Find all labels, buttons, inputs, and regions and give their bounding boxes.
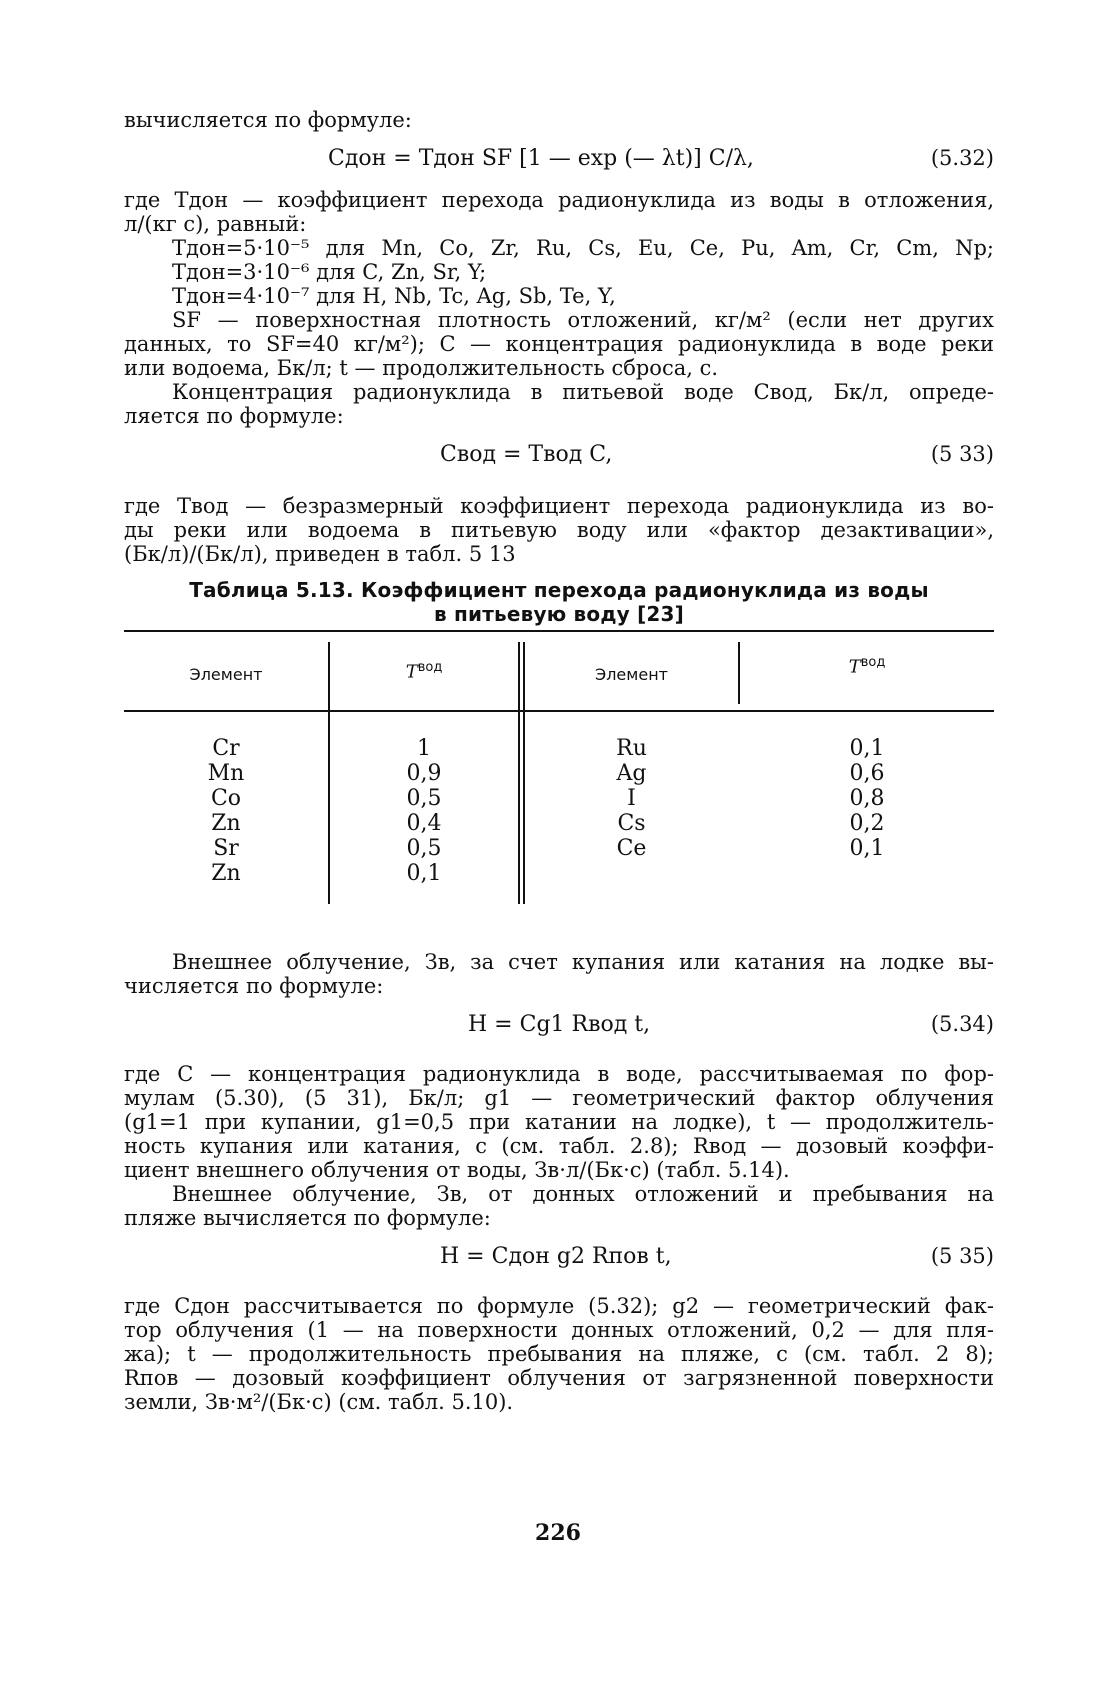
table-cell: 0,5: [406, 786, 442, 811]
table-cell: Zn: [211, 861, 241, 886]
text-line: жа); t — продолжительность пребывания на пляже, с (см. табл. 2 8);: [124, 1342, 994, 1366]
table-column-values-left: [330, 736, 518, 886]
text-line: Tдон=3·10⁻⁶ для C, Zn, Sr, Y;: [172, 260, 487, 284]
text-line: (Бк/л)/(Бк/л), приведен в табл. 5 13: [124, 542, 516, 566]
text-line: где Tдон — коэффициент перехода радионуклида из воды в отложения,: [124, 188, 994, 212]
table-caption: в питьевую воду [23]: [433, 602, 684, 626]
table-cell: 0,2: [849, 811, 885, 836]
text-line: тор облучения (1 — на поверхности донных отложений, 0,2 — для пля-: [124, 1318, 994, 1342]
equation-5-34: H = Cg1 Rвод t,: [468, 1012, 651, 1037]
table-header-rule: [124, 710, 994, 712]
text-line: Tдон=4·10⁻⁷ для H, Nb, Tc, Ag, Sb, Te, Y,: [172, 284, 616, 308]
table-caption: Таблица 5.13. Коэффициент перехода радионуклида из воды: [189, 578, 929, 602]
text-line: ность купания или катания, с (см. табл. 2.8); Rвод — дозовый коэффи-: [124, 1134, 994, 1158]
text-line: числяется по формуле:: [124, 974, 384, 998]
equation-5-32: Cдон = Tдон SF [1 — exp (— λt)] C/λ,: [328, 146, 754, 171]
table-column-elements-right: [525, 736, 738, 861]
header-superscript: вод: [417, 660, 443, 675]
text-line: л/(кг с), равный:: [124, 212, 307, 236]
text-line: (g1=1 при купании, g1=0,5 при катании на лодке), t — продолжитель-: [124, 1110, 994, 1134]
table-cell: Ce: [616, 836, 647, 861]
table-top-rule: [124, 630, 994, 632]
table-column-values-right: [740, 736, 994, 861]
header-superscript: вод: [860, 655, 886, 670]
text-line: Rпов — дозовый коэффициент облучения от загрязненной поверхности: [124, 1366, 994, 1390]
table-cell: 0,8: [849, 786, 885, 811]
equation-number: (5 35): [930, 1244, 994, 1268]
table-cell: Ag: [616, 761, 647, 786]
text-line: мулам (5.30), (5 31), Бк/л; g1 — геометрический фактор облучения: [124, 1086, 994, 1110]
text-line: где Cдон рассчитывается по формуле (5.32); g2 — геометрический фак-: [124, 1294, 994, 1318]
text-line: Внешнее облучение, Зв, от донных отложений и пребывания на: [172, 1182, 994, 1206]
table-cell: Ru: [616, 736, 647, 761]
table-header-element: Элемент: [189, 665, 263, 684]
text-line: пляже вычисляется по формуле:: [124, 1206, 491, 1230]
equation-number: (5 33): [930, 442, 994, 466]
text-line: Внешнее облучение, Зв, за счет купания или катания на лодке вы-: [172, 950, 994, 974]
table-cell: 0,6: [849, 761, 885, 786]
table-column-elements-left: [124, 736, 328, 886]
table-cell: 0,9: [406, 761, 442, 786]
table-cell: Zn: [211, 811, 241, 836]
text-line: где C — концентрация радионуклида в воде, рассчитываемая по фор-: [124, 1062, 994, 1086]
text-line: данных, то SF=40 кг/м²); C — концентрация радионуклида в воде реки: [124, 332, 994, 356]
table-header-element: Элемент: [595, 665, 668, 684]
text-line: ды реки или водоема в питьевую воду или «фактор дезактивации»,: [124, 518, 994, 542]
text-line: где Tвод — безразмерный коэффициент перехода радионуклида из во-: [124, 494, 994, 518]
table-cell: Mn: [207, 761, 245, 786]
table-cell: 0,1: [849, 736, 885, 761]
text-line: Концентрация радионуклида в питьевой воде Cвод, Бк/л, опреде-: [172, 380, 994, 404]
text-line: ляется по формуле:: [124, 404, 344, 428]
text-line: вычисляется по формуле:: [124, 108, 412, 132]
table-cell: Co: [210, 786, 242, 811]
table-cell: 0,4: [406, 811, 442, 836]
table-header-tvod: $T^{вод}$: [405, 660, 443, 683]
table-cell: 0,1: [849, 836, 885, 861]
table-cell: Sr: [213, 836, 239, 861]
table-divider: [518, 642, 520, 904]
table-header-tvod: $T^{вод}$: [848, 655, 886, 678]
page-number: 226: [535, 1520, 581, 1546]
equation-number: (5.34): [930, 1012, 994, 1036]
table-cell: Cs: [617, 811, 646, 836]
text-line: циент внешнего облучения от воды, Зв·л/(Бк·с) (табл. 5.14).: [124, 1158, 790, 1182]
equation-5-33: Cвод = Tвод C,: [440, 442, 613, 467]
table-cell: I: [627, 786, 636, 811]
equation-number: (5.32): [930, 146, 994, 170]
text-line: или водоема, Бк/л; t — продолжительность сброса, с.: [124, 356, 719, 380]
equation-5-35: H = Cдон g2 Rпов t,: [440, 1244, 672, 1269]
text-line: земли, Зв·м²/(Бк·с) (см. табл. 5.10).: [124, 1390, 514, 1414]
table-cell: Cr: [212, 736, 240, 761]
table-cell: 1: [417, 736, 431, 761]
table-cell: 0,1: [406, 861, 442, 886]
text-line: SF — поверхностная плотность отложений, кг/м² (если нет других: [172, 308, 994, 332]
table-cell: 0,5: [406, 836, 442, 861]
text-line: Tдон=5·10⁻⁵ для Mn, Co, Zr, Ru, Cs, Eu, Ce, Pu, Am, Cr, Cm, Np;: [172, 236, 994, 260]
